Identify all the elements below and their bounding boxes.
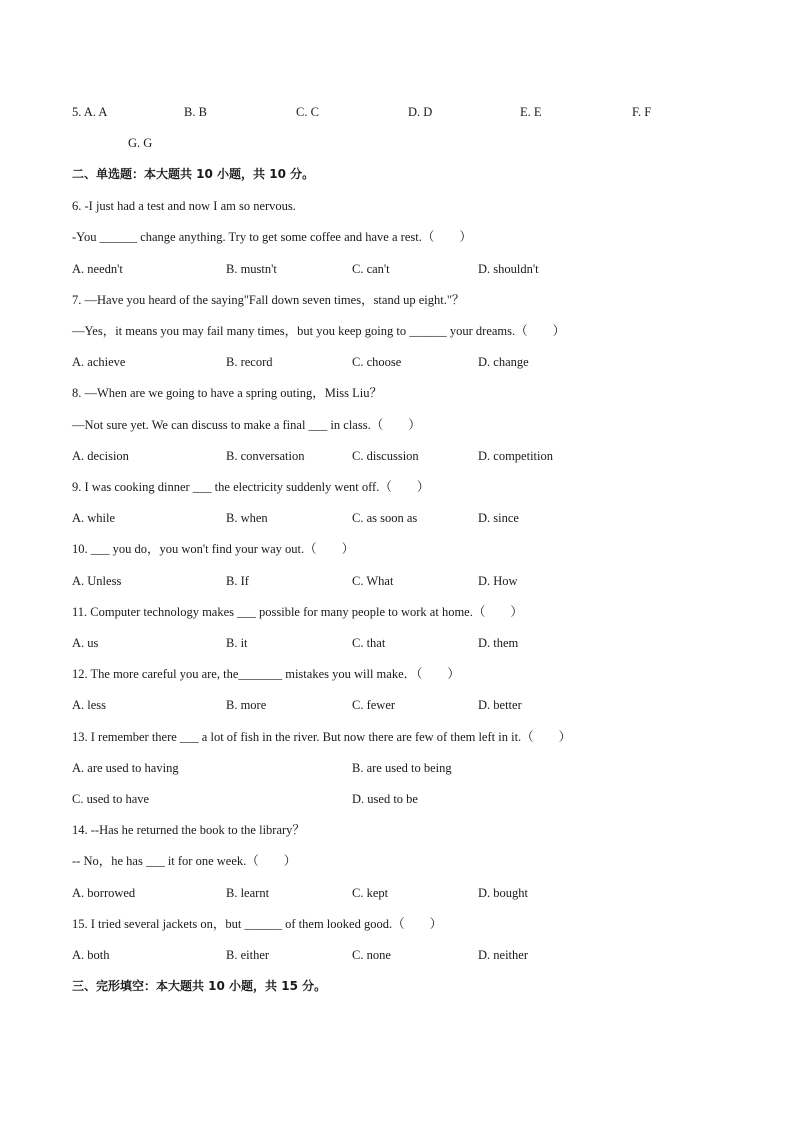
q5-option-c: C. C xyxy=(296,105,319,119)
question-12-option-d: D. better xyxy=(478,698,522,712)
question-12-option-b: B. more xyxy=(226,698,267,712)
question-7-option-c: C. choose xyxy=(352,355,402,369)
question-7-stem-2: —Yes，it means you may fail many times，but you keep going to ______ your dreams.（ ） xyxy=(72,324,566,338)
question-12-option-c: C. fewer xyxy=(352,698,396,712)
question-11-option-c: C. that xyxy=(352,636,386,650)
question-6-stem-2: -You ______ change anything. Try to get some coffee and have a rest.（ ） xyxy=(72,230,472,244)
question-7-stem: 7. —Have you heard of the saying"Fall down seven times，stand up eight."？ xyxy=(72,293,465,307)
question-7-option-d: D. change xyxy=(478,355,529,369)
question-13-stem: 13. I remember there ___ a lot of fish in the river. But now there are few of them left in it.（ ） xyxy=(72,730,572,744)
question-9-option-c: C. as soon as xyxy=(352,511,418,525)
question-8-option-c: C. discussion xyxy=(352,449,419,463)
q5-option-d: D. D xyxy=(408,105,433,119)
question-6-option-d: D. shouldn't xyxy=(478,262,539,276)
question-8-option-d: D. competition xyxy=(478,449,553,463)
question-9-option-b: B. when xyxy=(226,511,268,525)
q5-option-f: F. F xyxy=(632,105,652,119)
question-12-stem: 12. The more careful you are, the_______ mistakes you will make．（ ） xyxy=(72,667,460,681)
question-14-option-d: D. bought xyxy=(478,886,528,900)
question-14-stem: 14. --Has he returned the book to the library？ xyxy=(72,823,305,837)
question-14-option-c: C. kept xyxy=(352,886,389,900)
question-14-option-b: B. learnt xyxy=(226,886,270,900)
question-6-option-b: B. mustn't xyxy=(226,262,277,276)
question-13-option-c: C. used to have xyxy=(72,792,150,806)
question-15-option-b: B. either xyxy=(226,948,270,962)
question-6-option-a: A. needn't xyxy=(72,262,123,276)
question-14-option-a: A. borrowed xyxy=(72,886,136,900)
question-11-option-d: D. them xyxy=(478,636,519,650)
question-10-option-a: A. Unless xyxy=(72,574,122,588)
q5-option-g: G. G xyxy=(128,136,153,150)
question-9-stem: 9. I was cooking dinner ___ the electricity suddenly went off.（ ） xyxy=(72,480,430,494)
question-7-option-a: A. achieve xyxy=(72,355,126,369)
q5-option-a: 5. A. A xyxy=(72,105,108,119)
question-10-option-d: D. How xyxy=(478,574,518,588)
question-6-stem: 6. -I just had a test and now I am so nervous. xyxy=(72,199,296,213)
question-14-stem-2: -- No，he has ___ it for one week.（ ） xyxy=(72,854,297,868)
question-11-stem: 11. Computer technology makes ___ possible for many people to work at home.（ ） xyxy=(72,605,523,619)
question-9-option-a: A. while xyxy=(72,511,116,525)
question-10-stem: 10. ___ you do，you won't find your way out.（ ） xyxy=(72,542,355,556)
question-8-option-b: B. conversation xyxy=(226,449,305,463)
question-6-option-c: C. can't xyxy=(352,262,390,276)
question-11-option-b: B. it xyxy=(226,636,248,650)
question-13-option-d: D. used to be xyxy=(352,792,418,806)
question-8-stem-2: —Not sure yet. We can discuss to make a final ___ in class.（ ） xyxy=(72,418,421,432)
q5-option-e: E. E xyxy=(520,105,542,119)
question-7-option-b: B. record xyxy=(226,355,273,369)
section-heading-single-choice: 二、单选题：本大题共 10 小题，共 10 分。 xyxy=(72,167,315,181)
question-10-option-b: B. If xyxy=(226,574,249,588)
question-12-option-a: A. less xyxy=(72,698,107,712)
question-11-option-a: A. us xyxy=(72,636,99,650)
question-15-stem: 15. I tried several jackets on，but ______ of them looked good.（ ） xyxy=(72,917,443,931)
question-8-stem: 8. —When are we going to have a spring outing，Miss Liu？ xyxy=(72,386,383,400)
question-8-option-a: A. decision xyxy=(72,449,129,463)
question-9-option-d: D. since xyxy=(478,511,519,525)
question-15-option-a: A. both xyxy=(72,948,110,962)
q5-option-b: B. B xyxy=(184,105,207,119)
section-heading-cloze: 三、完形填空：本大题共 10 小题，共 15 分。 xyxy=(72,979,327,993)
question-13-option-b: B. are used to being xyxy=(352,761,452,775)
question-15-option-c: C. none xyxy=(352,948,391,962)
question-13-option-a: A. are used to having xyxy=(72,761,179,775)
question-10-option-c: C. What xyxy=(352,574,394,588)
question-15-option-d: D. neither xyxy=(478,948,528,962)
